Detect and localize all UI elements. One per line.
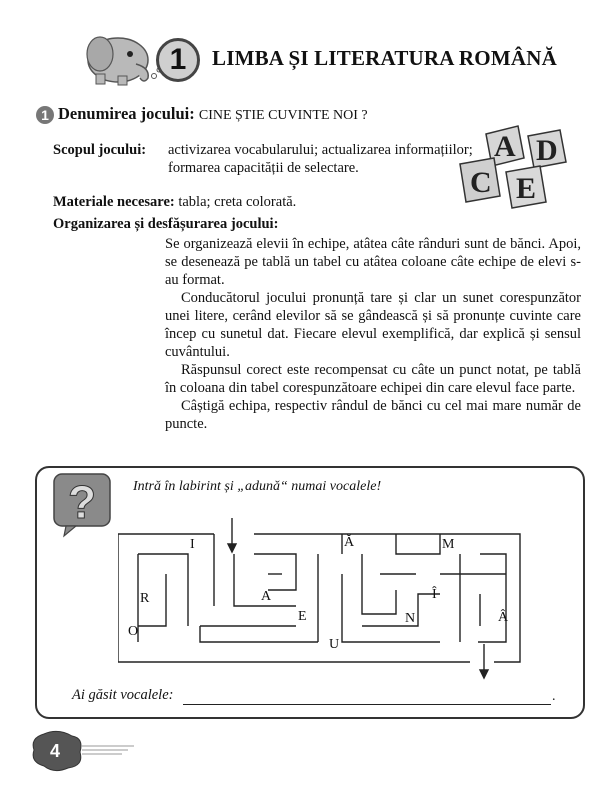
maze-letter: A — [261, 589, 272, 604]
section-number-badge: 1 — [36, 106, 54, 124]
maze — [118, 514, 528, 680]
svg-text:C: C — [470, 166, 492, 199]
chapter-number-badge: 1 — [156, 38, 200, 82]
section-heading-value: CINE ȘTIE CUVINTE NOI ? — [198, 108, 368, 123]
maze-letter: Ă — [344, 535, 355, 550]
answer-line[interactable] — [183, 704, 551, 705]
organization-paragraph: Se organizează elevii în echipe, atâtea câte rânduri sunt de bănci. Apoi, se desenează pe tablă un tabel cu atâtea coloane câte echipe de elevi s-au format. — [165, 236, 581, 288]
organization-body — [165, 235, 581, 433]
svg-text:A: A — [494, 130, 516, 163]
maze-letter: R — [140, 591, 150, 606]
goal-label: Scopul jocului: — [53, 142, 147, 158]
materials-text: tabla; creta colorată. — [178, 194, 297, 210]
question-mark-icon — [50, 470, 120, 540]
maze-letter: N — [405, 611, 416, 626]
exercise-instruction: Intră în labirint și „adună“ numai vocalele! — [133, 479, 382, 494]
organization-label: Organizarea și desfășurarea jocului: — [53, 216, 279, 232]
maze-letter: U — [329, 637, 340, 652]
maze-letter: E — [298, 609, 307, 624]
page-number: 4 — [49, 741, 60, 761]
section-heading-label: Denumirea jocului: — [58, 104, 195, 123]
materials-label: Materiale necesare: — [53, 194, 175, 210]
materials-line — [53, 193, 296, 211]
svg-text:D: D — [536, 134, 558, 167]
maze-letter: M — [442, 537, 455, 552]
organization-paragraph: Conducătorul jocului pronunță tare și clar un sunet corespunzător unei litere, cerând elevilor să se gândească și să pronunțe cuvinte care încep cu sunetul dat. Fiecare elevul exemplifică, dar explică și sensul cuvântului. — [165, 290, 581, 360]
svg-text:?: ? — [67, 476, 97, 528]
goal-text: activizarea vocabularului; actualizarea informațiilor; formarea capacității de selectare. — [168, 142, 473, 176]
organization-paragraph: Câștigă echipa, respectiv rândul de bănci cu cel mai mare număr de puncte. — [165, 398, 581, 432]
svg-text:E: E — [516, 172, 537, 205]
maze-letter: Â — [498, 610, 509, 625]
maze-letter: Î — [432, 587, 437, 602]
elephant-mascot-icon — [78, 28, 162, 86]
organization-paragraph: Răspunsul corect este recompensat cu câte un punct notat, pe tablă în coloana din tabel corespunzătoare echipei din care elevul face parte. — [165, 362, 581, 396]
section-heading — [58, 104, 368, 124]
maze-letter: I — [190, 537, 195, 552]
letter-blocks-icon — [454, 122, 584, 218]
maze-letter: O — [128, 624, 139, 639]
page-title: LIMBA ȘI LITERATURA ROMÂNĂ — [212, 46, 557, 70]
answer-end-dot: . — [552, 689, 556, 704]
answer-label: Ai găsit vocalele: — [72, 687, 174, 703]
